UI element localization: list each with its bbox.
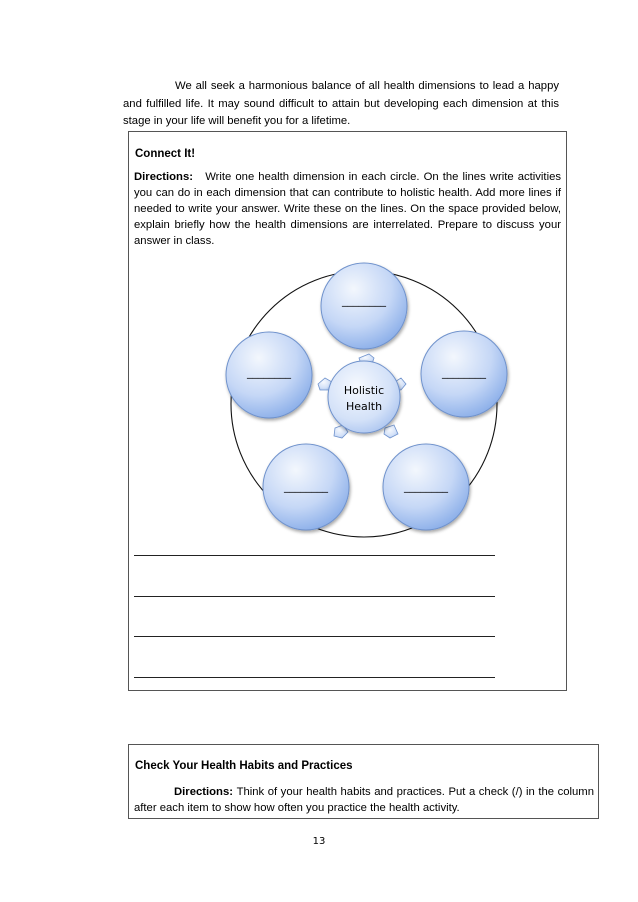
answer-line-3[interactable] bbox=[134, 636, 495, 637]
habits-directions-label: Directions: bbox=[174, 786, 234, 798]
dimension-circle-top-blank: ________ bbox=[342, 294, 386, 307]
intro-text: We all seek a harmonious balance of all health dimensions to lead a happy and fulfilled life. It may sound difficult to attain but developing each dimension at this stage in your life will benefit you for a lifetime. bbox=[123, 80, 559, 127]
dimension-circle-bottom-left-blank: ________ bbox=[284, 480, 328, 493]
directions-text: Write one health dimension in each circle. On the lines write activities you can do in each dimension that can contribute to holistic health. Add more lines if needed to write your answer. Write these on the lines. On the space provided below, explain briefly how the health dimensions are interrelated. Prepare to discuss your answer in class. bbox=[134, 171, 562, 247]
directions-label: Directions: bbox=[134, 171, 194, 183]
dimension-circle-left-blank: ________ bbox=[247, 366, 291, 379]
answer-line-2[interactable] bbox=[134, 596, 495, 597]
center-label-line2: Health bbox=[345, 400, 383, 413]
center-circle bbox=[328, 361, 400, 433]
health-habits-title: Check Your Health Habits and Practices bbox=[135, 760, 353, 772]
page-number: 13 bbox=[312, 836, 326, 847]
center-label-line1: Holistic bbox=[343, 384, 385, 397]
holistic-health-diagram bbox=[129, 132, 568, 692]
health-habits-box bbox=[128, 744, 599, 819]
habits-directions-text: Think of your health habits and practices. Put a check (/) in the column after each item to show how often you practice the health activity. bbox=[134, 786, 594, 814]
intro-paragraph bbox=[123, 78, 559, 131]
connect-it-box bbox=[128, 131, 567, 691]
answer-line-4[interactable] bbox=[134, 677, 495, 678]
arrow-bottom-right-shape bbox=[384, 425, 398, 438]
answer-line-1[interactable] bbox=[134, 555, 495, 556]
habits-directions bbox=[134, 784, 594, 816]
connect-it-title: Connect It! bbox=[135, 148, 196, 160]
dimension-circle-right-blank: ________ bbox=[442, 366, 486, 379]
dimension-circle-bottom-right-blank: ________ bbox=[404, 480, 448, 493]
